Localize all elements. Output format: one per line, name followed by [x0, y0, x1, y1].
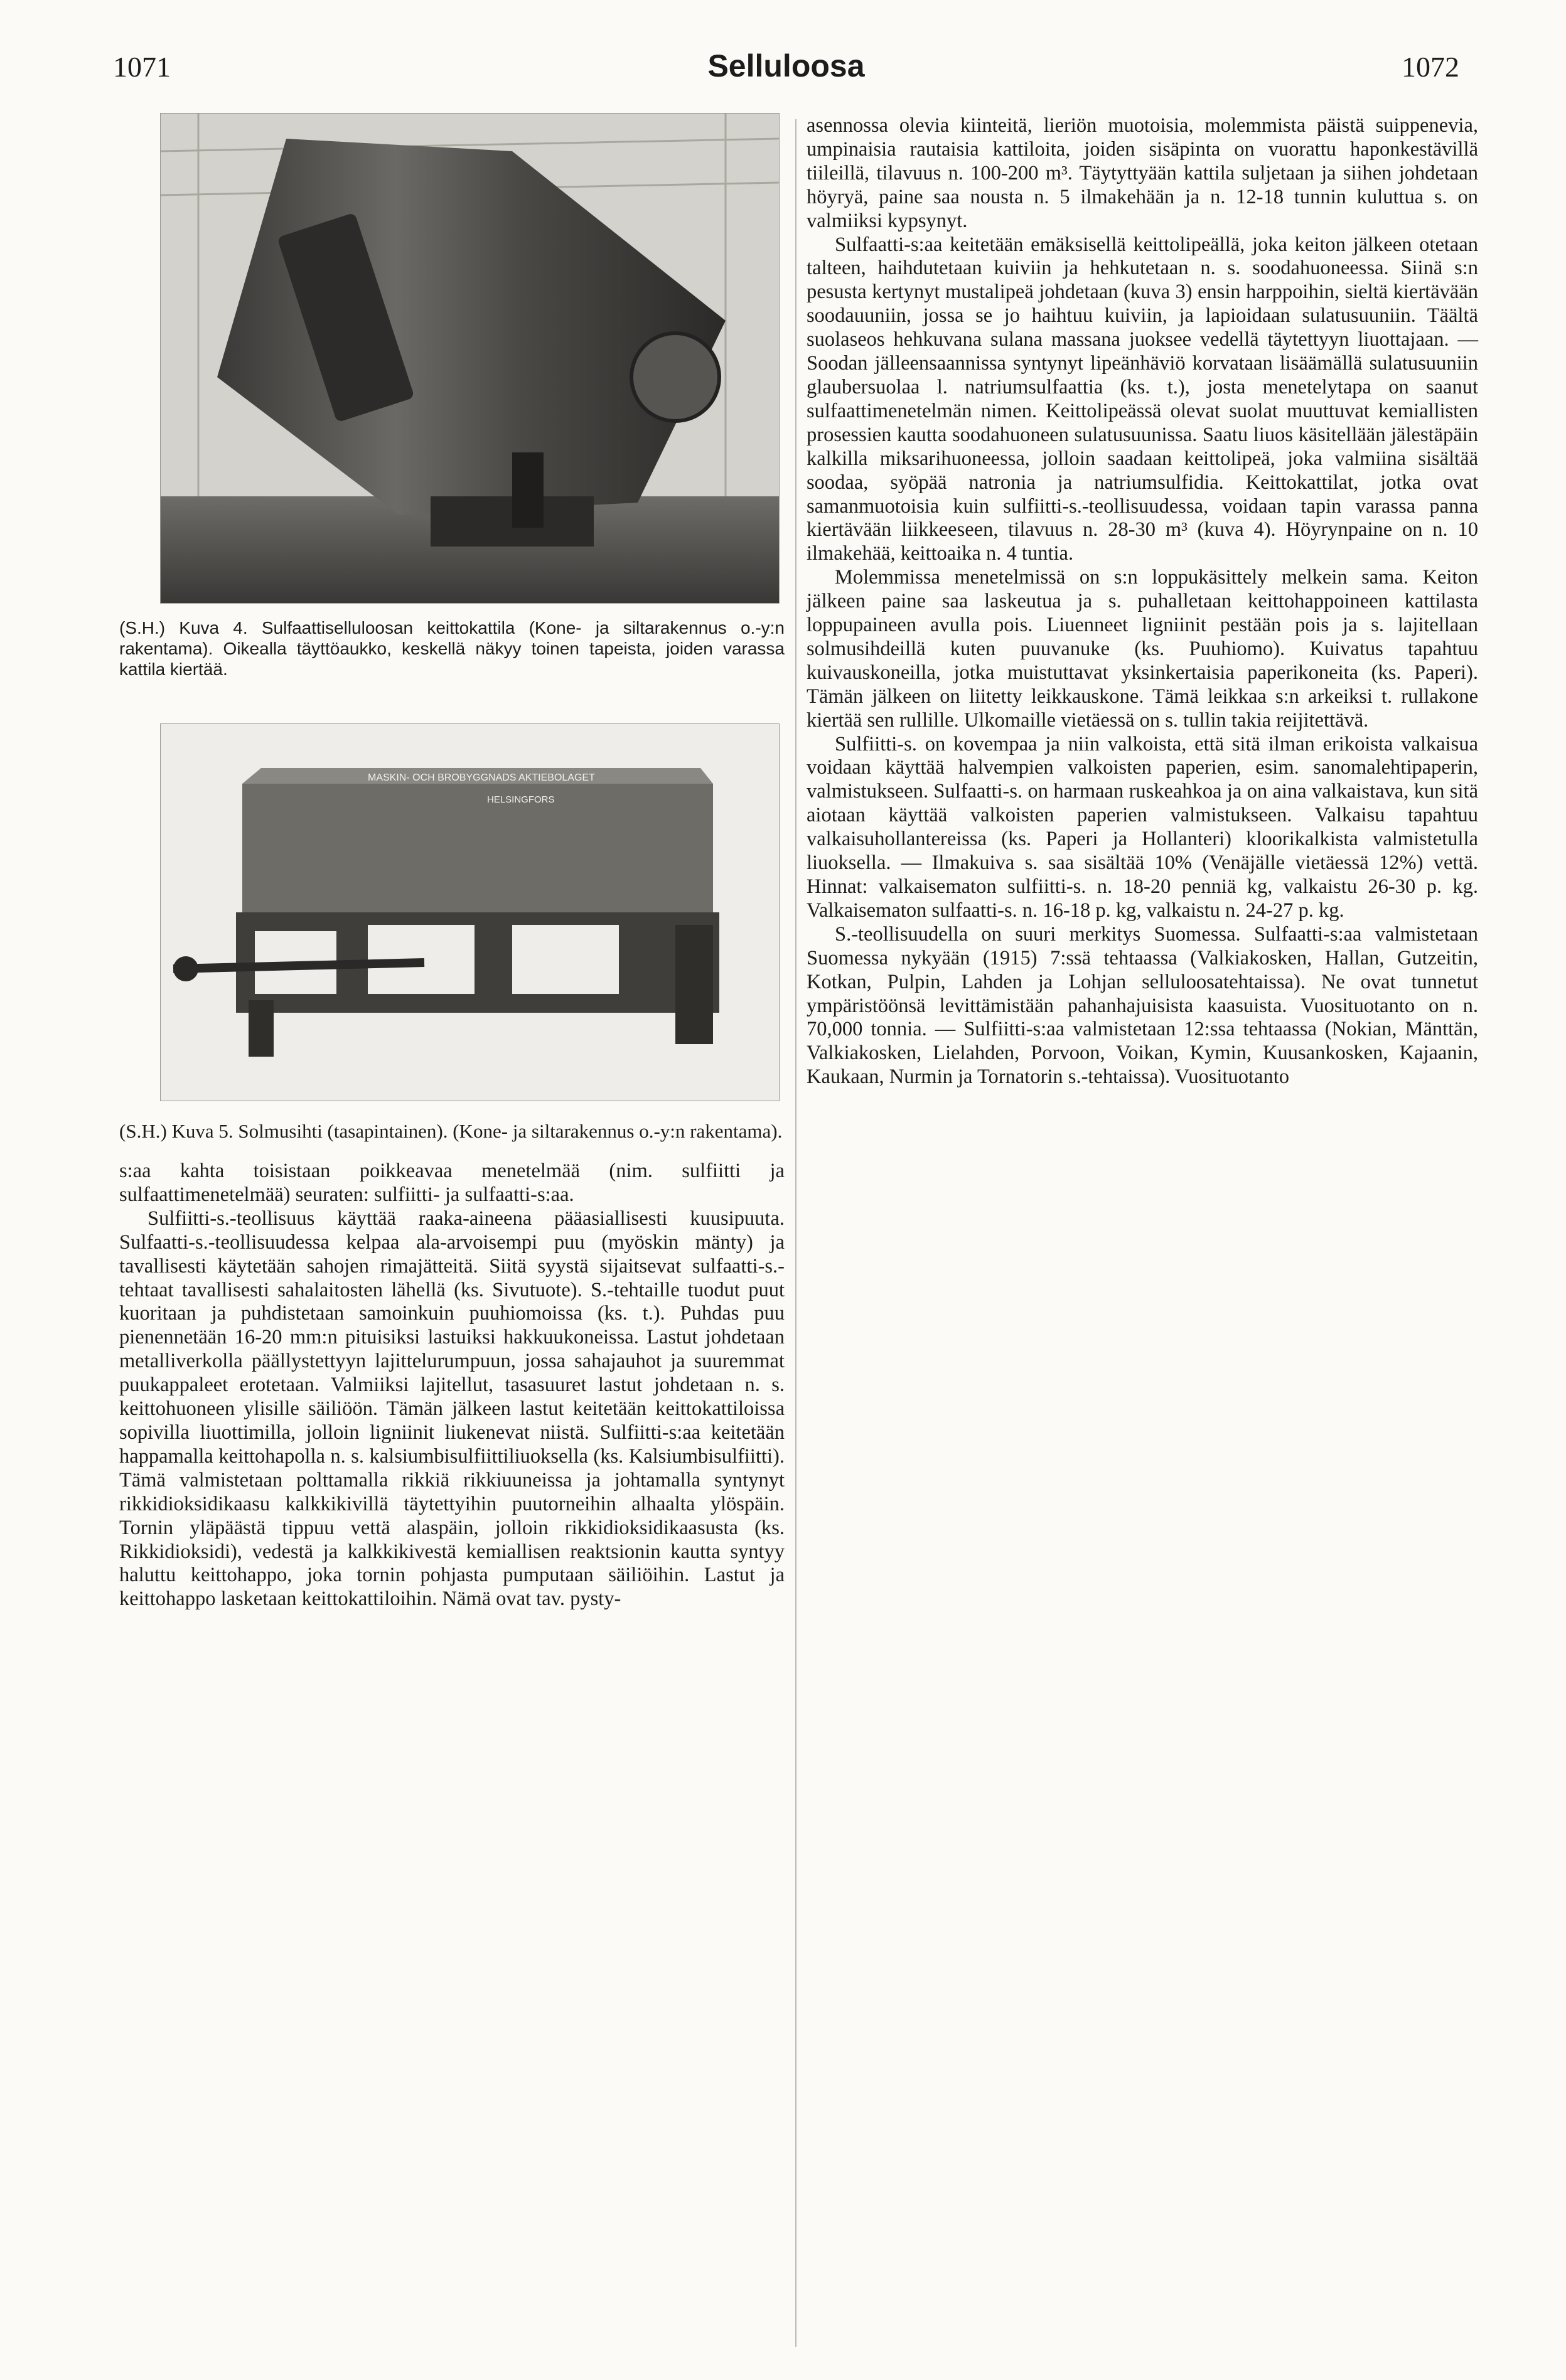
paragraph: s:aa kahta toisistaan poikkeavaa menetelmää (nim. sulfiitti ja sulfaattimenetelmää) seuraten: sulfiitti- ja sulfaatti-s:aa.	[119, 1160, 785, 1206]
page-number-left: 1071	[113, 51, 171, 83]
knot-screen-photo	[160, 723, 780, 1101]
figure-kuva-5	[119, 723, 785, 1142]
page-number-right: 1072	[1402, 51, 1459, 83]
left-column	[119, 113, 785, 1611]
paragraph: Sulfiitti-s.-teollisuus käyttää raaka-aineena pääasiallisesti kuusipuuta. Sulfaatti-s.-teollisuudessa kelpaa ala-arvoisempi puu (myöskin mänty) ja tavallisesti käytetään sahojen rimajätteitä. Siitä syystä sijaitsevat sulfaatti-s.-tehtaat tavallisesti sahalaitosten lähellä (ks. Sivutuote). S.-tehtaille tuodut puut kuoritaan ja puhdistetaan samoinkuin puuhiomoissa (ks. t.). Puhdas puu pienennetään 16-20 mm:n pituisiksi lastuiksi hakkuukoneissa. Lastut johdetaan metalliverkolla päällystettyyn lajittelurumpuun, jossa sahajauhot ja suuremmat puukappaleet erotetaan. Valmiiksi lajitellut, tasasuuret lastut johdetaan n. s. keittohuoneen ylisille säiliöön. Tämän jälkeen lastut keitetään keittokattiloissa sopivilla liuottimilla, jolloin ligniinit liukenevat niistä. Sulfiitti-s:aa keitetään happamalla keittohapolla n. s. kalsiumbisulfiittiliuoksella (ks. Kalsiumbisulfiitti). Tämä valmistetaan polttamalla rikkiä rikkiuuneissa ja johtamalla syntynyt rikkidioksidikaasu kalkkikivillä täytettyihin puutorneihin alhaalta ylöspäin. Tornin yläpäästä tippuu vettä alaspäin, jolloin rikkidioksidikaasusta (ks. Rikkidioksidi), vedestä ja kalkkikivestä kemiallisen reaktsionin kautta syntyy haluttu keittohappo, joka tornin pohjasta pumputaan säiliöihin. Lastut ja keittohappo lasketaan keittokattiloihin. Nämä ovat tav. pysty-	[119, 1207, 785, 1611]
right-column	[807, 114, 1478, 1089]
figure-caption-kuva-4: (S.H.) Kuva 4. Sulfaattiselluloosan keittokattila (Kone- ja siltarakennus o.-y:n rakentama). Oikealla täyttöaukko, keskellä näkyy toinen tapeista, joiden varassa kattila kiertää.	[119, 618, 785, 679]
page-title: Selluloosa	[707, 48, 865, 83]
figure-caption-kuva-5: (S.H.) Kuva 5. Solmusihti (tasapintainen). (Kone- ja siltarakennus o.-y:n rakentama).	[119, 1120, 783, 1142]
column-divider	[795, 119, 796, 2347]
paragraph: Molemmissa menetelmissä on s:n loppukäsittely melkein sama. Keiton jälkeen paine saa laskeutua ja s. puhalletaan keittohappoineen kattilasta loppupaineen avulla pois. Liuenneet ligniinit pestään pois ja s. lajitellaan solmusihdeillä kuten puuvanuke (ks. Puuhiomo). Kuivatus tapahtuu kuivauskoneilla, jotka muistuttavat yksinkertaisia paperikoneita (ks. Paperi). Tämän jälkeen on liitetty leikkauskone. Tämä leikkaa s:n arkeiksi t. rullakone kiertää sen rullille. Ulkomaille vietäessä on s. tullin takia reijitettävä.	[807, 566, 1478, 732]
boiler-photo	[160, 113, 780, 604]
paragraph: Sulfaatti-s:aa keitetään emäksisellä keittolipeällä, joka keiton jälkeen otetaan talteen, haihdutetaan kuiviin ja hehkutetaan n. s. soodahuoneessa. Siinä s:n pesusta kertynyt mustalipeä johdetaan (kuva 3) ensin harppoihin, sieltä kiertävään soodauuniin, jossa se jo haihtuu kuiviin, ja lapioidaan sulatusuuniin. Täältä suolaseos hehkuvana sulana massana juoksee vedellä täytettyyn liuottajaan. — Soodan jälleensaannissa syntynyt lipeänhäviö korvataan lisäämällä sulatusuuniin glaubersuolaa l. natriumsulfaattia (ks. t.), josta menetelytapa on saanut sulfaattimenetelmän nimen. Keittolipeässä olevat suolat muuttuvat kemiallisten prosessien kautta soodahuoneen sulatusuunissa. Saatu liuos käsitellään jälestäpäin kalkilla miksarihuoneessa, jolloin saadaan keittolipeä, joka valmiina sisältää soodaa, syöpää natronia ja natriumsulfidia. Keittokattilat, jotka ovat samanmuotoisia kuin sulfiitti-s.-teollisuudessa, voidaan tapin varassa panna kiertävään liikkeeseen, tilavuus n. 28-30 m³ (kuva 4). Höyrynpaine on n. 10 ilmakehää, keittoaika n. 4 tuntia.	[807, 233, 1478, 565]
paragraph: Sulfiitti-s. on kovempaa ja niin valkoista, että sitä ilman erikoista valkaisua voidaan käyttää halvempien valkoisten paperien, esim. sanomalehtipaperin, valmistukseen. Sulfaatti-s. on harmaan ruskeahkoa ja on aina valkaistava, kun sitä aiotaan käyttää valkoisten paperien valmistukseen. Valkaisu tapahtuu valkaisuhollantereissa (ks. Paperi ja Hollanteri) kloorikalkista valmistetulla liuoksella. — Ilmakuiva s. saa sisältää 10% (Venäjälle vietäessä 12%) vettä. Hinnat: valkaisematon sulfiitti-s. n. 18-20 penniä kg, valkaistu 26-30 p. kg. Valkaisematon sulfaatti-s. n. 16-18 p. kg, valkaistu n. 24-27 p. kg.	[807, 732, 1478, 922]
paragraph: S.-teollisuudella on suuri merkitys Suomessa. Sulfaatti-s:aa valmistetaan Suomessa nykyään (1915) 7:ssä tehtaassa (Valkiakosken, Hallan, Gutzeitin, Kotkan, Pulpin, Lahden ja Lohjan selluloosatehtaissa). Ne ovat tunnetut ympäristöönsä levittämistään pahanhajuisista kaasuista. Vuosituotanto on n. 70,000 tonnia. — Sulfiitti-s:aa valmistetaan 12:ssa tehtaassa (Nokian, Mänttän, Valkiakosken, Lielahden, Porvoon, Voikan, Kymin, Kuusankosken, Kajaanin, Kaukaan, Nurmin ja Tornatorin s.-tehtaissa). Vuosituotanto	[807, 922, 1478, 1089]
paragraph: asennossa olevia kiinteitä, lieriön muotoisia, molemmista päistä suippenevia, umpinaisia rautaisia kattiloita, joiden sisäpinta on vuorattu haponkestävillä tiileillä, tilavuus n. 100-200 m³. Täytyttyään kattila suljetaan ja siihen johdetaan höyryä, paine saa nousta n. 5 ilmakehään ja n. 12-18 tunnin kuluttua s. on valmiiksi kypsynyt.	[807, 114, 1478, 232]
knot-screen-illustration	[161, 724, 779, 1101]
machine-nameplate-line1: MASKIN- OCH BROBYGGNADS AKTIEBOLAGET	[368, 772, 595, 783]
boiler-illustration	[161, 114, 779, 603]
figure-kuva-4	[119, 113, 785, 680]
page-header	[113, 50, 1459, 94]
machine-nameplate-line2: HELSINGFORS	[487, 794, 555, 805]
left-body-text	[119, 1160, 785, 1611]
